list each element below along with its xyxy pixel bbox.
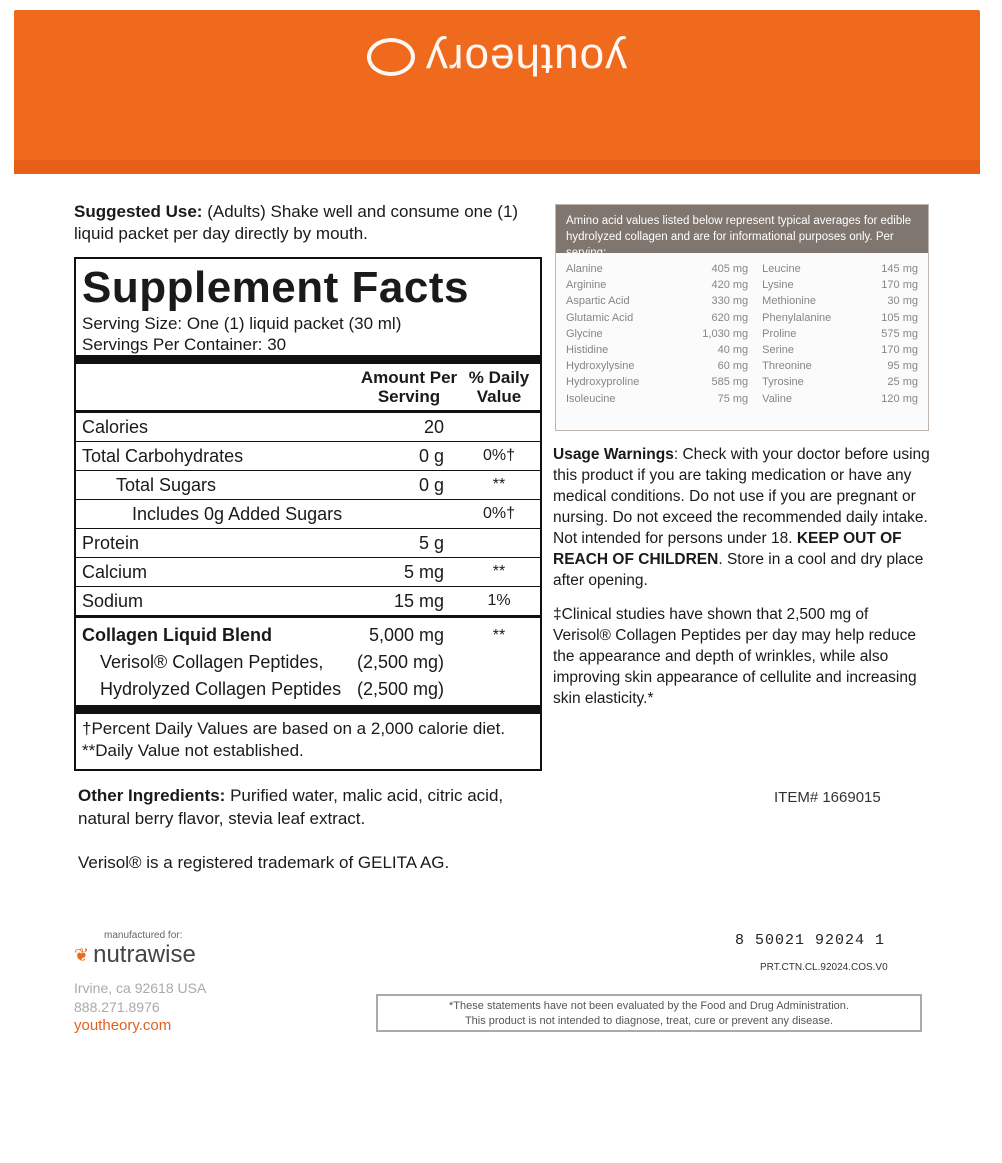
amino-header: Amino acid values listed below represent typical averages for edible hydrolyzed collagen and are for informational purposes only. Per serving: xyxy=(556,205,928,253)
amino-name: Aspartic Acid xyxy=(566,295,630,308)
amino-row xyxy=(566,310,918,326)
amino-value: 120 mg xyxy=(881,392,918,405)
amino-value: 145 mg xyxy=(881,263,918,276)
amino-row xyxy=(566,391,918,407)
box-lid xyxy=(14,10,980,173)
blend-sub-amount: (2,500 mg) xyxy=(356,652,444,672)
amino-value: 330 mg xyxy=(711,295,749,308)
manufacturer-city: Irvine, ca 92618 USA xyxy=(74,980,207,996)
facts-column-header xyxy=(76,364,540,410)
facts-row xyxy=(76,441,540,470)
facts-title: Supplement Facts xyxy=(82,263,469,312)
row-amount: 20 xyxy=(423,416,444,437)
row-dv: 0%† xyxy=(482,447,516,464)
blend-sub-name: Hydrolyzed Collagen Peptides xyxy=(100,679,342,699)
barcode-number: 8 50021 92024 1 xyxy=(735,932,886,949)
brand-logo-upside-down xyxy=(14,34,980,84)
suggested-use-label: Suggested Use: xyxy=(74,202,203,221)
fda-disclaimer xyxy=(376,994,922,1032)
brand-name: youtheory xyxy=(424,35,628,84)
amino-name: Threonine xyxy=(762,360,812,373)
clinical-claim: ‡Clinical studies have shown that 2,500 mg of Verisol® Collagen Peptides per day may help reduce the appearance and depth of wrinkles, while also improving skin appearance of cellulite and increasing skin elasticity.* xyxy=(553,606,917,707)
amino-row xyxy=(566,342,918,358)
amino-value: 620 mg xyxy=(711,311,749,324)
usage-warnings xyxy=(553,444,938,591)
facts-row xyxy=(76,586,540,615)
blend-sub-name: Verisol® Collagen Peptides, xyxy=(100,652,324,672)
amino-value: 405 mg xyxy=(711,263,749,276)
blend-sub-row xyxy=(82,649,534,676)
fda-line-1: *These statements have not been evaluated by the Food and Drug Administration. xyxy=(449,1000,849,1012)
facts-row xyxy=(76,470,540,499)
facts-divider xyxy=(76,355,540,364)
manufacturer-block xyxy=(74,930,206,1034)
amino-value: 420 mg xyxy=(711,279,749,292)
print-code: PRT.CTN.CL.92024.COS.V0 xyxy=(760,962,888,973)
facts-footnotes xyxy=(76,705,540,766)
manufactured-for-label: manufactured for: xyxy=(104,930,183,941)
blend-dv: ** xyxy=(492,626,506,644)
amino-name: Methionine xyxy=(762,295,816,308)
amino-value: 575 mg xyxy=(881,327,918,340)
amino-name: Serine xyxy=(762,344,794,357)
facts-row xyxy=(76,557,540,586)
row-dv: 0%† xyxy=(482,505,516,522)
amino-name: Glutamic Acid xyxy=(566,311,634,324)
row-amount: 5 g xyxy=(418,532,444,553)
amino-name: Leucine xyxy=(762,263,801,276)
blend-amount: 5,000 mg xyxy=(368,625,444,645)
amino-name: Phenylalanine xyxy=(762,311,832,324)
amino-acid-panel xyxy=(555,204,929,431)
amino-value: 170 mg xyxy=(881,344,918,357)
servings-per-container: Servings Per Container: 30 xyxy=(82,335,287,354)
row-name: Sodium xyxy=(82,590,144,611)
trademark-notice: Verisol® is a registered trademark of GELITA AG. xyxy=(78,853,450,872)
row-amount: 0 g xyxy=(418,445,444,466)
amino-name: Hydroxylysine xyxy=(566,360,635,373)
row-name: Calories xyxy=(82,416,149,437)
amino-name: Arginine xyxy=(566,279,607,292)
suggested-use-text: (Adults) Shake well and consume one (1) liquid packet per day directly by mouth. xyxy=(74,202,519,243)
amino-name: Glycine xyxy=(566,327,603,340)
row-name: Includes 0g Added Sugars xyxy=(132,503,343,524)
other-ingredients-text: Purified water, malic acid, citric acid, natural berry flavor, stevia leaf extract. xyxy=(78,786,504,828)
dv-header: % Daily Value xyxy=(468,368,530,406)
nutrawise-logo xyxy=(74,941,206,969)
row-amount: 5 mg xyxy=(403,561,444,582)
manufacturer-website: youtheory.com xyxy=(74,1017,172,1034)
amino-value: 30 mg xyxy=(887,295,918,308)
row-dv: ** xyxy=(492,476,506,493)
row-dv: ** xyxy=(492,563,506,580)
row-dv: 1% xyxy=(487,592,511,609)
amino-value: 1,030 mg xyxy=(702,327,749,340)
row-name: Protein xyxy=(82,532,140,553)
row-name: Total Sugars xyxy=(116,474,217,495)
row-amount: 0 g xyxy=(418,474,444,495)
row-amount: 15 mg xyxy=(393,590,444,611)
blend-name: Collagen Liquid Blend xyxy=(82,625,272,645)
manufacturer-phone: 888.271.8976 xyxy=(74,999,160,1015)
brand-mark-icon xyxy=(367,38,415,76)
amino-name: Valine xyxy=(762,392,792,405)
amino-row xyxy=(566,277,918,293)
amino-name: Lysine xyxy=(762,279,794,292)
amino-row xyxy=(566,358,918,374)
amino-row xyxy=(566,293,918,309)
blend-sub-amount: (2,500 mg) xyxy=(356,679,444,699)
item-number: ITEM# 1669015 xyxy=(774,789,881,806)
amino-value: 40 mg xyxy=(717,344,749,357)
other-ingredients xyxy=(78,784,548,830)
facts-row xyxy=(76,410,540,441)
row-name: Total Carbohydrates xyxy=(82,445,244,466)
other-ingredients-label: Other Ingredients: xyxy=(78,786,226,805)
amino-value: 95 mg xyxy=(887,360,918,373)
leaf-icon: ❦ xyxy=(74,944,90,965)
amino-row xyxy=(566,374,918,390)
warnings-label: Usage Warnings xyxy=(553,446,674,463)
amino-value: 170 mg xyxy=(881,279,918,292)
amount-header: Amount Per Serving xyxy=(360,368,458,406)
facts-row xyxy=(76,528,540,557)
collagen-blend xyxy=(76,615,540,705)
serving-size: Serving Size: One (1) liquid packet (30 ml) xyxy=(82,314,402,333)
warnings-storage: . Store in a cool and dry place after opening. xyxy=(553,551,924,589)
amino-name: Tyrosine xyxy=(762,376,804,389)
amino-row xyxy=(566,326,918,342)
warnings-keep-out: KEEP OUT OF REACH OF CHILDREN xyxy=(553,530,902,568)
amino-table xyxy=(566,261,918,407)
amino-name: Isoleucine xyxy=(566,392,616,405)
footnote-not-established: **Daily Value not established. xyxy=(82,741,304,760)
warnings-text: : Check with your doctor before using this product if you are taking medication or have any medical conditions. Do not use if you are pregnant or nursing. Do not exceed the recommended daily intake. Not intended for persons under 18. xyxy=(553,446,930,547)
amino-row xyxy=(566,261,918,277)
amino-value: 75 mg xyxy=(717,392,749,405)
row-name: Calcium xyxy=(82,561,148,582)
amino-name: Alanine xyxy=(566,263,603,276)
supplement-facts-panel xyxy=(74,257,542,771)
amino-name: Histidine xyxy=(566,344,609,357)
blend-sub-row xyxy=(82,676,534,703)
blend-row xyxy=(82,622,534,649)
footnote-dv: †Percent Daily Values are based on a 2,000 calorie diet. xyxy=(82,719,506,738)
amino-value: 60 mg xyxy=(717,360,749,373)
manufacturer-name: nutrawise xyxy=(93,941,196,968)
fda-line-2: This product is not intended to diagnose, treat, cure or prevent any disease. xyxy=(464,1015,834,1027)
suggested-use xyxy=(74,201,544,245)
box-lid-edge xyxy=(14,160,980,174)
amino-value: 585 mg xyxy=(711,376,749,389)
facts-row xyxy=(76,499,540,528)
amino-name: Proline xyxy=(762,327,797,340)
amino-value: 25 mg xyxy=(887,376,918,389)
amino-name: Hydroxyproline xyxy=(566,376,640,389)
amino-value: 105 mg xyxy=(881,311,918,324)
